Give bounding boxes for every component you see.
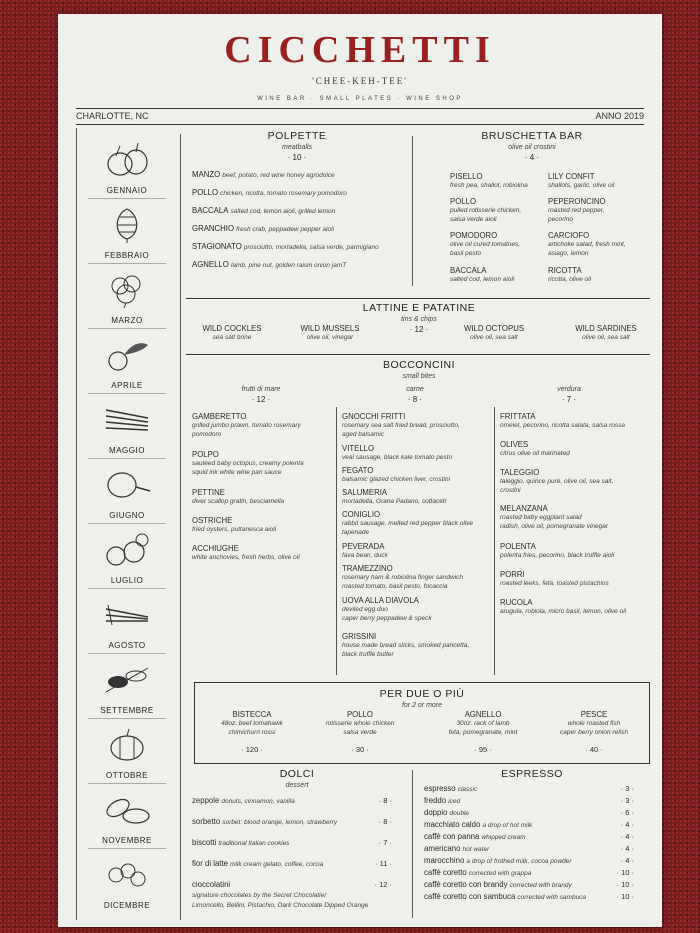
month-august — [88, 589, 166, 654]
menu-item: macchiato caldo a drop of hot milk · 4 · — [424, 820, 634, 829]
menu-item: GRISSINI house made bread sticks, smoked pancetta, black truffle butter — [342, 632, 470, 658]
lattine-price: · 12 · — [409, 325, 429, 334]
menu-item: biscotti traditional Italian cookies · 7 · — [192, 838, 392, 847]
menu-item: BACCALA salted cod, lemon aioli — [450, 266, 515, 283]
column-price: · 12 · — [251, 395, 271, 404]
menu-item: AGNELLO lamb, pine nut, golden raisin onion jamT — [192, 260, 347, 269]
month-february — [88, 199, 166, 264]
vegetable-illustration-icon — [102, 140, 152, 178]
menu-item: POMODORO olive oil cured tomatoes, basil pesto — [450, 231, 521, 257]
month-january — [88, 134, 166, 199]
month-october — [88, 719, 166, 784]
menu-item: caffè coretto con sambuca corrected with sambuca · 10 · — [424, 892, 634, 901]
menu-item: PESCE whole roasted fish caper berry onion relish · 40 · — [560, 710, 628, 754]
chocolate-flavors: Limoncello, Bellini, Pistachio, Dark Chocolate Dipped Orange — [192, 902, 369, 909]
menu-item: espresso classic · 3 · — [424, 784, 634, 793]
menu-item: GRANCHIO fresh crab, peppadew pepper aioli — [192, 224, 335, 233]
menu-item: caffè con panna whipped cream · 4 · — [424, 832, 634, 841]
artichoke-icon — [102, 465, 152, 503]
chocolate-note: signature chocolates by the Secret Chocolatier — [192, 892, 327, 899]
menu-item: TRAMEZZINO rosemary ham & robiolina finger sandwich roasted tomato, basil pesto, focaccia — [342, 564, 464, 590]
menu-item: BISTECCA 48oz. beef tomahawk chimichurri rossi · 120 · — [221, 710, 283, 754]
left-border — [76, 128, 77, 920]
menu-item: sorbetto sorbet: blood orange, lemon, strawberry · 8 · — [192, 817, 392, 826]
header-rule-bottom — [76, 124, 644, 125]
month-label: GENNAIO — [106, 186, 148, 195]
leek-icon — [102, 595, 152, 633]
section-title-bruschetta: BRUSCHETTA BAR — [481, 130, 583, 142]
month-label: MARZO — [111, 316, 143, 325]
menu-item: doppio double · 6 · — [424, 808, 634, 817]
menu-item: STAGIONATO prosciutto, mortadella, salsa verde, parmigiano — [192, 242, 379, 251]
month-july — [88, 524, 166, 589]
pronunciation: 'CHEE-KEH-TEE' — [312, 76, 408, 86]
menu-item: caffè coretto corrected with grappa · 10 · — [424, 868, 634, 877]
olive-branch-icon — [102, 660, 152, 698]
section-title-lattine: LATTINE E PATATINE — [362, 302, 476, 314]
menu-item: SALUMERIA mortadella, Grana Padano, sottaceti — [342, 488, 447, 505]
menu-item: PORRI roasted leeks, feta, toasted pistachios — [500, 570, 609, 587]
month-label: GIUGNO — [109, 511, 145, 520]
month-november — [88, 784, 166, 849]
menu-item: RICOTTA ricotta, olive oil — [548, 266, 591, 283]
menu-sheet — [58, 14, 662, 927]
menu-item: MELANZANA roasted baby eggplant salad radish, olive oil, pomegranate vinegar — [500, 504, 609, 530]
menu-item: FEGATO balsamic glazed chicken liver, crostini — [342, 466, 451, 483]
month-label: OTTOBRE — [105, 771, 149, 780]
menu-item: FRITTATA omelet, pecorino, ricotta salata, salsa rossa — [500, 412, 626, 429]
menu-item: POLLO chicken, ricotta, tomato rosemary pomodoro — [192, 188, 347, 197]
menu-item: caffè coretto con brandy corrected with brandy · 10 · — [424, 880, 634, 889]
menu-item: POLLO pulled rotisserie chicken, salsa verde aioli — [450, 197, 522, 223]
menu-item: cioccolatini · 12 · — [192, 880, 392, 889]
menu-item: WILD OCTOPUS olive oil, sea salt — [463, 324, 525, 341]
menu-item: POLPO sautéed baby octopus, creamy polenta squid ink white wine pan sauce — [192, 450, 304, 476]
menu-item: fior di latte milk cream gelato, coffee, cocoa · 11 · — [192, 859, 392, 868]
month-june — [88, 459, 166, 524]
menu-item: RUCOLA arugula, robiola, micro basil, lemon, olive oil — [500, 598, 627, 615]
menu-item: CARCIOFO artichoke salad, fresh mint, asiago, lemon — [548, 231, 626, 257]
menu-item: freddo iced · 3 · — [424, 796, 634, 805]
column-label: verdura — [557, 386, 581, 393]
menu-item: zeppole donuts, cinnamon, vanilla · 8 · — [192, 796, 392, 805]
brussels-sprouts-icon — [102, 855, 152, 893]
menu-item: GAMBERETTO grilled jumbo prawn, tomato rosemary pomodoro — [192, 412, 301, 438]
logo-cicchetti: CICCHETTI — [224, 29, 496, 71]
cauliflower-icon — [102, 270, 152, 308]
month-label: APRILE — [111, 381, 143, 390]
menu-item: OSTRICHE fried oysters, puttanesca aioli — [192, 516, 277, 533]
menu-item: LILY CONFIT shallots, garlic, olive oil — [548, 172, 615, 189]
per-due-subtitle: for 2 or more — [401, 702, 443, 709]
column-label: carne — [406, 386, 424, 393]
pumpkin-icon — [102, 725, 152, 763]
menu-item: VITELLO veal sausage, black kale tomato pesto — [342, 444, 453, 461]
menu-item: TALEGGIO taleggio, quince purè, olive oil, sea salt, crostini — [500, 468, 614, 494]
menu-item: OLIVES citrus olive oil marinated — [500, 440, 570, 457]
month-label: DICEMBRE — [103, 901, 151, 910]
menu-item: PEVERADA fava bean, duck — [342, 542, 388, 559]
month-label: NOVEMBRE — [102, 836, 152, 845]
sidebar-divider — [180, 134, 181, 920]
menu-item: BACCALA salted cod, lemon aioli, grilled lemon — [192, 206, 336, 215]
month-label: AGOSTO — [108, 641, 146, 650]
menu-item: POLENTA polenta fries, pecorino, black truffle aioli — [500, 542, 615, 559]
menu-item: POLLO rotisserie whole chicken salsa verde · 30 · — [325, 710, 395, 754]
menu-item: PETTINE diver scallop gratin, besciamella — [192, 488, 285, 505]
month-may — [88, 394, 166, 459]
polpette-subtitle: meatballs — [282, 144, 312, 151]
menu-item: MANZO beef, potato, red wine honey agrodolce — [192, 170, 335, 179]
month-march — [88, 264, 166, 329]
menu-item: PEPERONCINO roasted red pepper, pecorino — [548, 197, 606, 223]
bruschetta-price: · 4 · — [524, 153, 540, 162]
menu-item: WILD COCKLES sea salt brine — [202, 324, 262, 341]
asparagus-icon — [102, 400, 152, 438]
month-label: SETTEMBRE — [100, 706, 154, 715]
location: CHARLOTTE, NC — [76, 111, 149, 121]
section-title-polpette: POLPETTE — [267, 130, 327, 142]
artichoke-icon — [102, 205, 152, 243]
section-rule — [186, 298, 650, 299]
bocconcini-subtitle: small bites — [402, 373, 436, 380]
menu-item: GNOCCHI FRITTI rosemary sea salt fried bread, prosciutto, aged balsamic — [342, 412, 460, 438]
menu-item: ACCHIUGHE white anchovies, fresh herbs, olive oil — [192, 544, 300, 561]
section-title-bocconcini: BOCCONCINI — [382, 359, 456, 371]
menu-item: marocchino a drop of frothed milk, cocoa powder · 4 · — [424, 856, 634, 865]
beet-icon — [102, 335, 152, 373]
month-sidebar — [88, 134, 166, 913]
month-december — [88, 849, 166, 913]
column-price: · 7 · — [561, 395, 577, 404]
month-label: MAGGIO — [109, 446, 145, 455]
lattine-subtitle: tins & chips — [401, 316, 437, 323]
section-title-espresso: ESPRESSO — [501, 768, 563, 780]
section-title-per-due: PER DUE O PIÙ — [379, 688, 465, 700]
menu-item: americano hot water · 4 · — [424, 844, 634, 853]
section-rule — [186, 354, 650, 355]
month-september — [88, 654, 166, 719]
column-label: frutti di mare — [241, 386, 281, 393]
dolci-subtitle: dessert — [285, 782, 309, 789]
tomato-icon — [102, 530, 152, 568]
header-rule-top — [76, 108, 644, 109]
month-april — [88, 329, 166, 394]
dolci-divider — [412, 770, 413, 918]
column-divider — [494, 407, 495, 675]
menu-item: WILD MUSSELS olive oil, vinegar — [300, 324, 360, 341]
tagline: WINE BAR · SMALL PLATES · WINE SHOP — [257, 96, 463, 102]
menu-item: WILD SARDINES olive oil, sea salt — [575, 324, 637, 341]
polpette-price: · 10 · — [287, 153, 307, 162]
sweet-potato-icon — [102, 790, 152, 828]
polpette-divider — [412, 136, 413, 286]
column-divider — [336, 407, 337, 675]
bruschetta-subtitle: olive oil crostini — [508, 144, 556, 151]
section-title-dolci: DOLCI — [279, 768, 315, 780]
month-label: LUGLIO — [110, 576, 144, 585]
menu-item: CONIGLIO rabbit sausage, melted red pepper black olive tapenade — [342, 510, 474, 536]
year: ANNO 2019 — [595, 111, 644, 121]
month-label: FEBBRAIO — [104, 251, 150, 260]
menu-item: PISELLO fresh pea, shallot, robiolina — [450, 172, 528, 189]
menu-item: UOVA ALLA DIAVOLA deviled egg duo caper berry peppadew & speck — [342, 596, 432, 622]
menu-item: AGNELLO 30oz. rack of lamb feta, pomegranate, mint · 95 · — [448, 710, 518, 754]
column-price: · 8 · — [407, 395, 423, 404]
